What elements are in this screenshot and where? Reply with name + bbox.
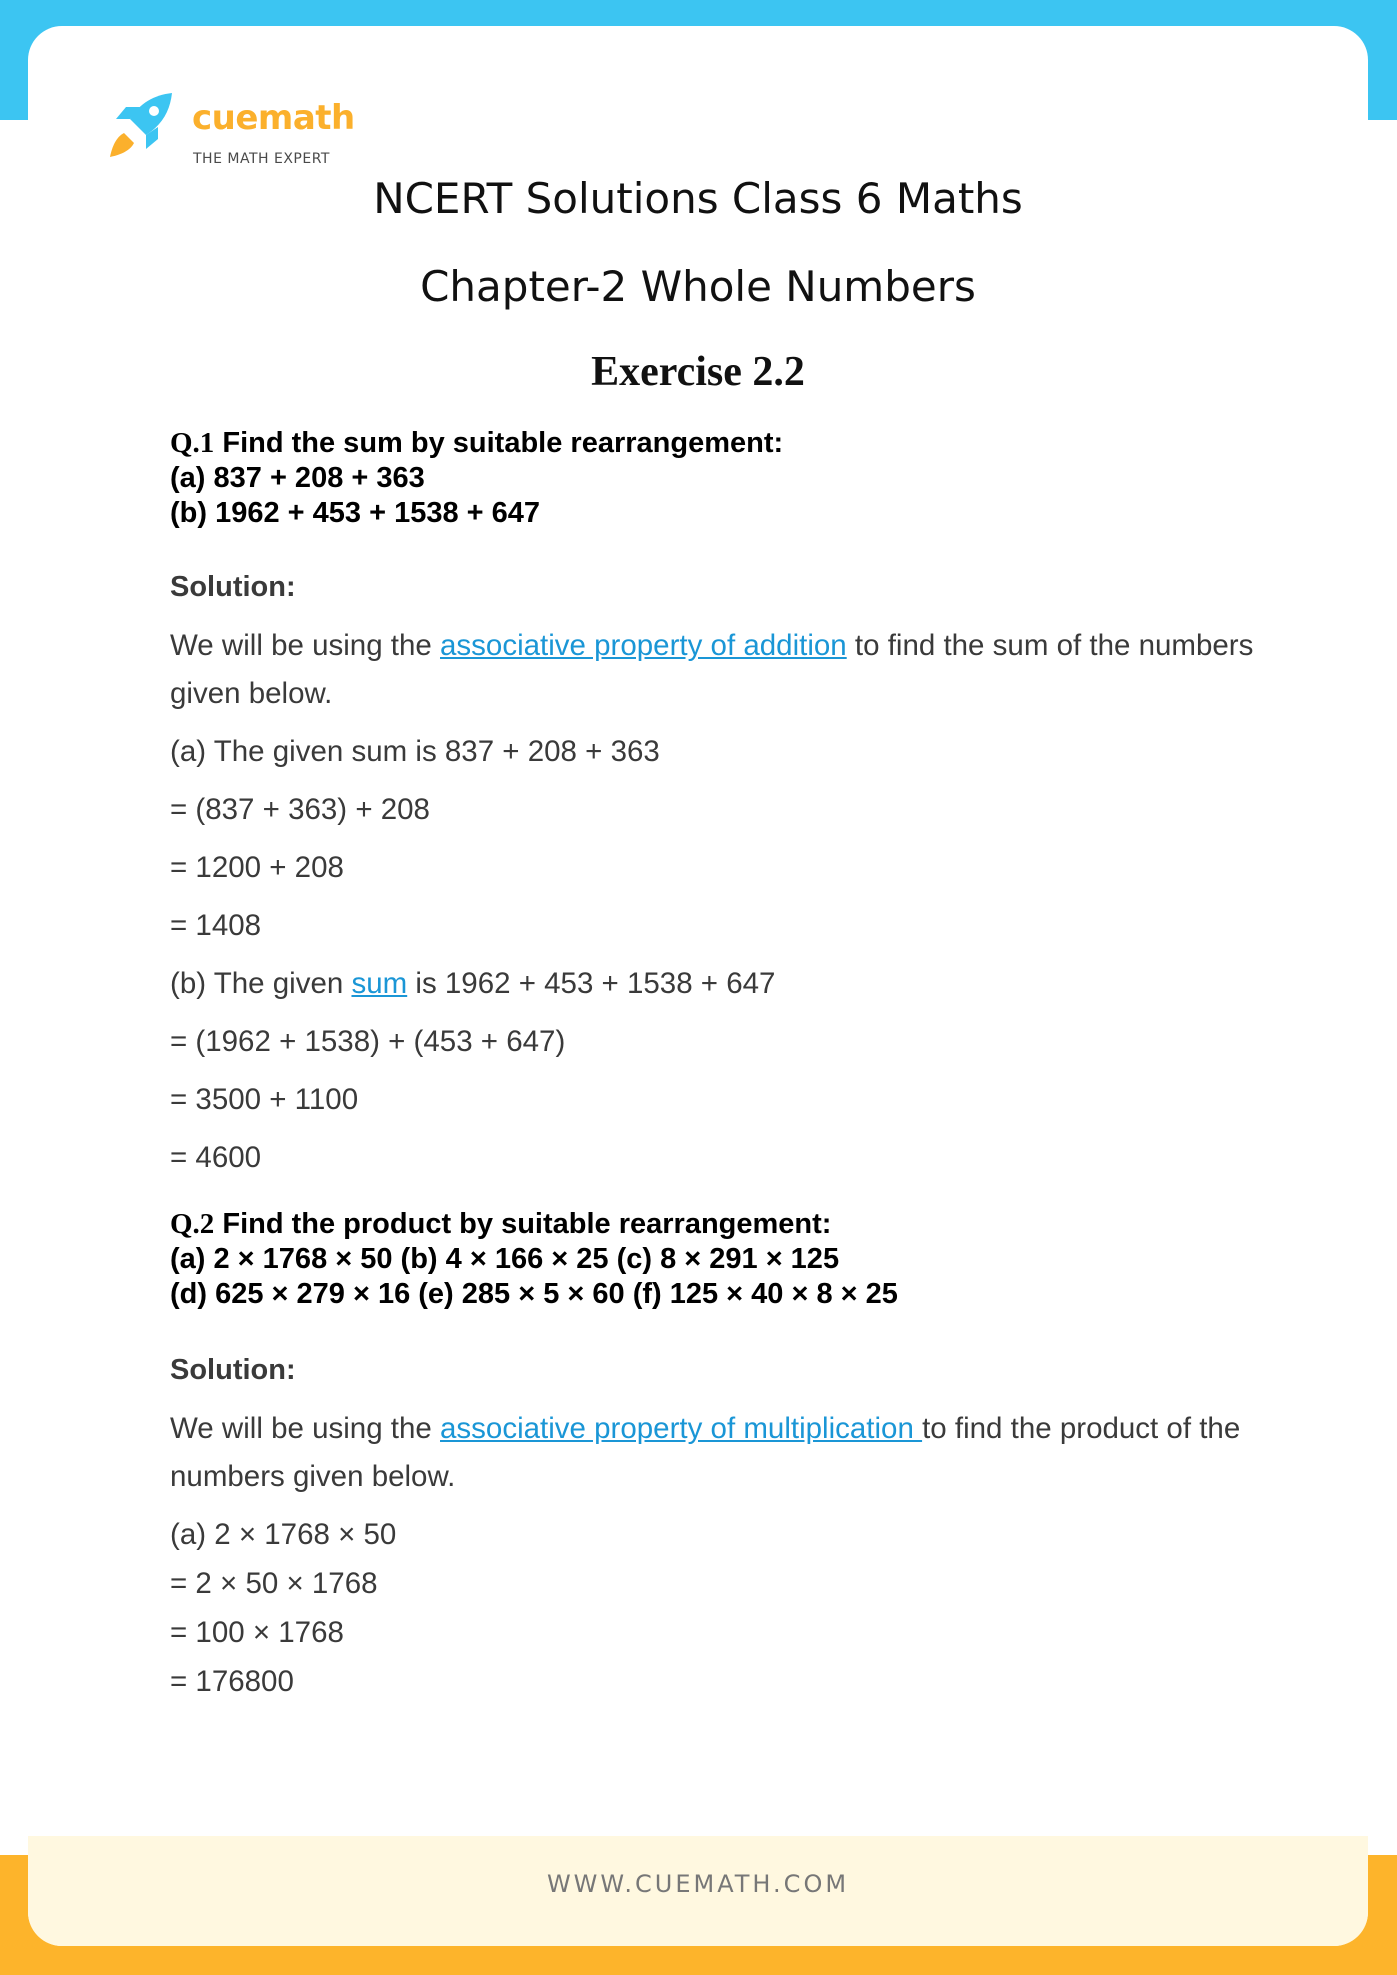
solution-step: = (1962 + 1538) + (453 + 647) (170, 1025, 566, 1058)
question-1-part-a: (a) 837 + 208 + 363 (170, 462, 425, 494)
intro-text: to find the sum of the numbers given below. (170, 629, 1254, 710)
intro-text: to find the product of the numbers given below. (170, 1412, 1241, 1493)
page-title: NCERT Solutions Class 6 Maths (373, 174, 1023, 223)
question-2 (170, 1207, 898, 1312)
rocket-icon (106, 89, 178, 161)
step-text: is 1962 + 453 + 1538 + 647 (407, 967, 776, 1000)
question-1-title (170, 426, 783, 461)
footer-url[interactable]: WWW.CUEMATH.COM (546, 1870, 850, 1898)
question-1-number: Q.1 (170, 427, 215, 459)
intro-text: We will be using the (170, 629, 441, 662)
solution-step: = 4600 (170, 1141, 262, 1174)
step-text: (b) The given (170, 967, 352, 1000)
question-2-number: Q.2 (170, 1208, 215, 1240)
solution-step-b-intro (170, 967, 775, 1001)
question-2-title (170, 1207, 898, 1242)
logo-brand-text: cuemath (192, 98, 355, 138)
solution-1-heading: Solution: (170, 571, 296, 603)
solution-step: = 3500 + 1100 (170, 1083, 359, 1116)
question-1 (170, 426, 783, 531)
solution-step: (a) 2 × 1768 × 50 (170, 1518, 397, 1551)
question-2-parts-line-2: (d) 625 × 279 × 16 (e) 285 × 5 × 60 (f) 125 × 40 × 8 × 25 (170, 1278, 898, 1310)
solution-1-intro (170, 622, 1270, 718)
sum-link[interactable]: sum (351, 967, 408, 1000)
solution-step: = 100 × 1768 (170, 1616, 344, 1649)
page-card (28, 26, 1368, 1946)
chapter-title: Chapter-2 Whole Numbers (420, 262, 976, 311)
solution-step: = 1408 (170, 909, 262, 942)
exercise-heading: Exercise 2.2 (591, 349, 805, 395)
solution-step: (a) The given sum is 837 + 208 + 363 (170, 735, 660, 768)
associative-addition-link[interactable]: associative property of addition (440, 629, 847, 662)
solution-2-intro (170, 1405, 1270, 1501)
solution-step: = (837 + 363) + 208 (170, 793, 430, 826)
solution-step: = 1200 + 208 (170, 851, 344, 884)
question-1-text: Find the sum by suitable rearrangement: (214, 427, 784, 459)
question-1-part-b: (b) 1962 + 453 + 1538 + 647 (170, 497, 541, 529)
logo-tagline: THE MATH EXPERT (193, 151, 330, 167)
intro-text: We will be using the (170, 1412, 441, 1445)
footer (28, 1836, 1368, 1946)
solution-step: = 2 × 50 × 1768 (170, 1567, 378, 1600)
question-2-text: Find the product by suitable rearrangement: (214, 1208, 832, 1240)
question-2-parts-line-1: (a) 2 × 1768 × 50 (b) 4 × 166 × 25 (c) 8 × 291 × 125 (170, 1243, 840, 1275)
solution-2-heading: Solution: (170, 1354, 296, 1386)
cuemath-logo[interactable] (78, 64, 355, 174)
associative-multiplication-link[interactable]: associative property of multiplication (440, 1412, 923, 1445)
solution-step: = 176800 (170, 1665, 294, 1698)
